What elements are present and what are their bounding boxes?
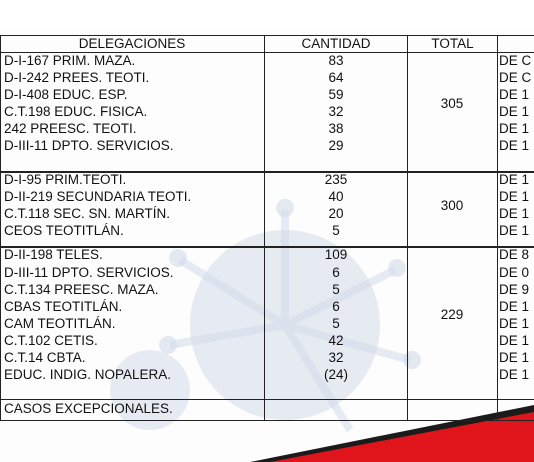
table-cell-delegacion: CASOS EXCEPCIONALES. (4, 401, 173, 416)
table-cell-delegacion: D-I-408 EDUC. ESP. (4, 87, 128, 102)
table-cell-cantidad: 83 (328, 53, 344, 68)
group-total: 300 (440, 197, 464, 213)
col-border-left (0, 35, 1, 421)
table-cell-cantidad: 42 (328, 333, 344, 348)
table-cell-delegacion: D-I-167 PRIM. MAZA. (4, 53, 136, 68)
table-cell-extra: DE 1 (499, 350, 530, 365)
table-cell-cantidad: 235 (324, 172, 348, 187)
table-cell-delegacion: C.T.102 CETIS. (4, 333, 98, 348)
table-cell-extra: DE 0 (499, 265, 530, 280)
table-cell-delegacion: D-I-242 PREES. TEOTI. (4, 70, 150, 85)
table-cell-delegacion: CEOS TEOTITLÁN. (4, 223, 124, 238)
table-cell-cantidad: 38 (328, 121, 344, 136)
table-cell-cantidad: 6 (332, 265, 340, 280)
table-cell-cantidad: 20 (328, 206, 344, 221)
table-cell-delegacion: CAM TEOTITLÁN. (4, 316, 116, 331)
table-cell-delegacion: 242 PREESC. TEOTI. (4, 121, 137, 136)
table-cell-extra: DE 1 (499, 87, 530, 102)
group-divider-3 (0, 399, 534, 400)
table-cell-delegacion: D-III-11 DPTO. SERVICIOS. (4, 265, 174, 280)
table-bottom-border (0, 420, 534, 421)
table-cell-delegacion: C.T.198 EDUC. FISICA. (4, 104, 148, 119)
table-cell-delegacion: CBAS TEOTITLÁN. (4, 299, 123, 314)
group-total: 229 (440, 307, 464, 322)
table-cell-extra: DE 1 (499, 121, 530, 136)
table-cell-delegacion: C.T.118 SEC. SN. MARTÍN. (4, 206, 171, 221)
table-cell-cantidad: 64 (328, 70, 344, 85)
table-cell-extra: DE 8 (499, 247, 530, 262)
table-cell-cantidad: 5 (332, 223, 340, 238)
table-cell-delegacion: C.T.14 CBTA. (4, 350, 86, 365)
table-cell-extra: DE C (499, 53, 532, 68)
table-cell-cantidad: 32 (328, 350, 344, 365)
header-cantidad: CANTIDAD (301, 36, 371, 51)
group-total: 305 (440, 95, 464, 111)
table-cell-cantidad: 109 (324, 247, 348, 262)
table-cell-extra: DE C (499, 70, 532, 85)
table-cell-extra (499, 401, 534, 417)
table-cell-extra: DE 1 (499, 189, 530, 204)
table-cell-extra: DE 1 (499, 138, 530, 153)
header-delegaciones: DELEGACIONES (78, 36, 186, 51)
header-total: TOTAL (431, 36, 474, 51)
table-cell-extra: DE 1 (499, 367, 530, 382)
col-border-total (497, 35, 498, 421)
table-cell-extra: DE 1 (499, 316, 530, 331)
table-cell-cantidad: 32 (328, 104, 344, 119)
col-border-cantidad (407, 35, 408, 421)
table-cell-cantidad: 5 (332, 316, 340, 331)
table-cell-extra: DE 1 (499, 223, 530, 238)
table-cell-extra: DE 9 (499, 282, 530, 297)
table-cell-delegacion: D-II-219 SECUNDARIA TEOTI. (4, 189, 192, 204)
table-cell-cantidad: 5 (332, 282, 340, 297)
table-cell-extra: DE 1 (499, 172, 530, 187)
table-cell-extra: DE 1 (499, 299, 530, 314)
table-cell-delegacion: D-I-95 PRIM.TEOTI. (4, 172, 127, 187)
table-cell-delegacion: D-II-198 TELES. (4, 247, 103, 262)
table-cell-cantidad: 6 (332, 299, 340, 314)
table-cell-cantidad: 29 (328, 138, 344, 153)
table-cell-cantidad: (24) (323, 367, 348, 382)
table-cell-delegacion: D-III-11 DPTO. SERVICIOS. (4, 138, 174, 153)
table-cell-extra: DE 1 (499, 104, 530, 119)
table-cell-cantidad: 40 (328, 189, 344, 204)
table-cell-extra: DE 1 (499, 333, 530, 348)
table-cell-delegacion: C.T.134 PREESC. MAZA. (4, 282, 159, 297)
table-cell-delegacion: EDUC. INDIG. NOPALERA. (4, 367, 172, 382)
table-cell-extra: DE 1 (499, 206, 530, 221)
table-cell-cantidad: 59 (328, 87, 344, 102)
table-cell-cantidad (265, 401, 407, 417)
